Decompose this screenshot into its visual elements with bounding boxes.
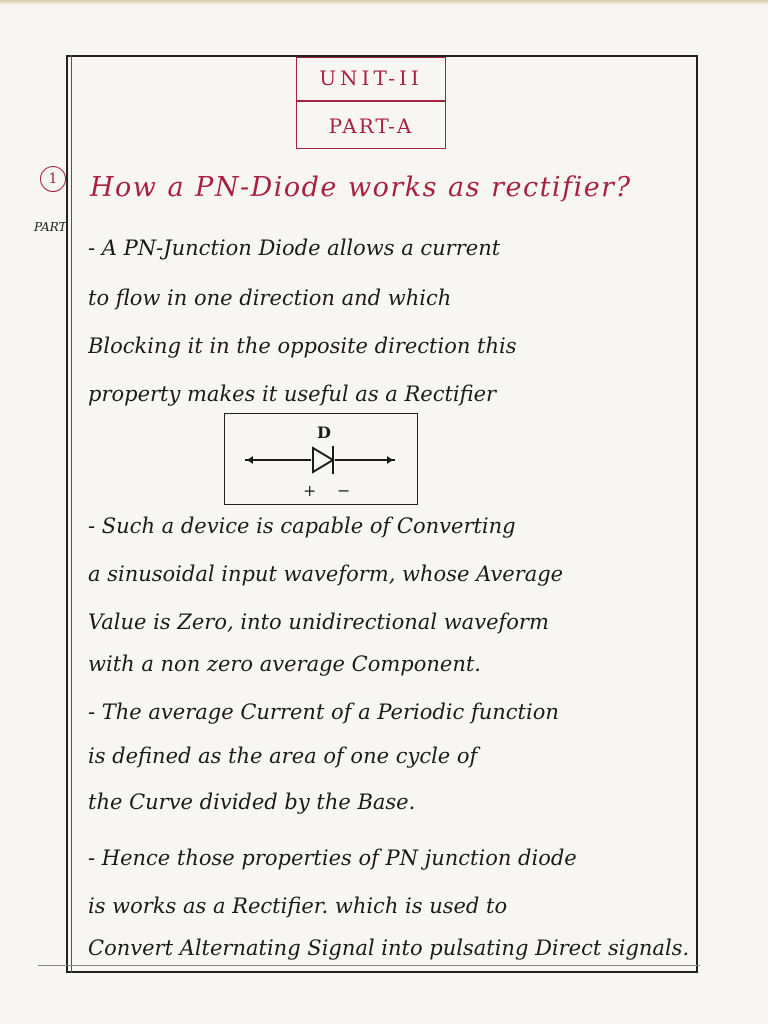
answer-line: is works as a Rectifier. which is used to bbox=[88, 894, 508, 918]
question-text: How a PN-Diode works as rectifier? bbox=[90, 172, 632, 203]
page-top-edge bbox=[0, 0, 768, 4]
cathode-sign: − bbox=[337, 481, 351, 500]
anode-sign: + bbox=[303, 481, 317, 500]
part-title: PART-A bbox=[328, 114, 414, 138]
answer-line: Value is Zero, into unidirectional waveform bbox=[88, 610, 549, 634]
question-number: 1 bbox=[40, 166, 66, 192]
answer-line: property makes it useful as a Rectifier bbox=[88, 382, 497, 406]
bottom-rule bbox=[38, 965, 700, 966]
answer-line: - Hence those properties of PN junction diode bbox=[88, 846, 577, 870]
answer-line: - A PN-Junction Diode allows a current bbox=[88, 236, 501, 260]
answer-line: - The average Current of a Periodic function bbox=[88, 700, 559, 724]
answer-line: to flow in one direction and which bbox=[88, 286, 452, 310]
diode-diagram bbox=[224, 413, 418, 505]
answer-line: a sinusoidal input waveform, whose Average bbox=[88, 562, 564, 586]
answer-line: Blocking it in the opposite direction this bbox=[88, 334, 517, 358]
answer-line: with a non zero average Component. bbox=[88, 652, 481, 676]
diode-symbol-icon bbox=[225, 414, 419, 506]
header-divider bbox=[297, 100, 445, 102]
diode-label: D bbox=[317, 423, 331, 442]
margin-rule bbox=[71, 55, 72, 973]
answer-line: - Such a device is capable of Converting bbox=[88, 514, 516, 538]
margin-note: PART bbox=[34, 220, 67, 234]
unit-title: UNIT-II bbox=[319, 66, 423, 90]
answer-line: Convert Alternating Signal into pulsating Direct signals. bbox=[88, 936, 690, 960]
header-box bbox=[296, 57, 446, 149]
answer-line: the Curve divided by the Base. bbox=[88, 790, 416, 814]
answer-line: is defined as the area of one cycle of bbox=[88, 744, 478, 768]
